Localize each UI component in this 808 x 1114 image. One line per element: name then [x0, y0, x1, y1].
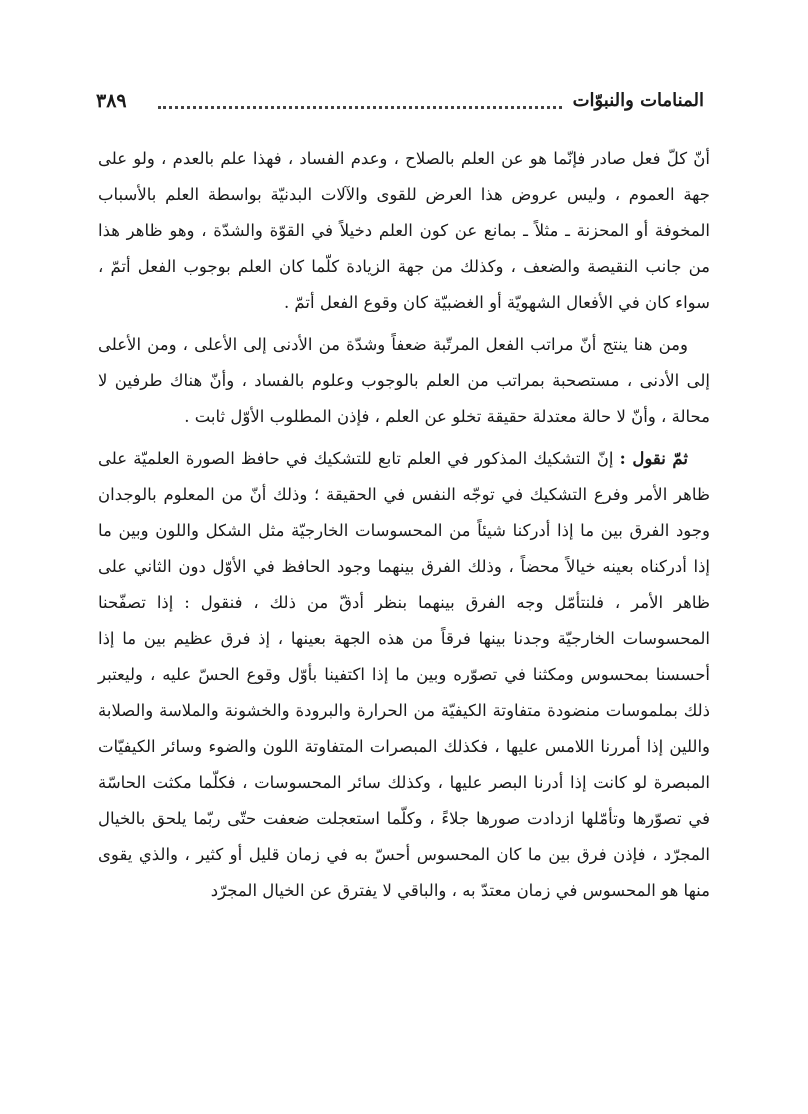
paragraph-1 — [98, 141, 710, 321]
running-header-title: المنامات والنبوّات — [572, 90, 704, 111]
paragraph-2 — [98, 327, 710, 435]
paragraph-3 — [98, 441, 710, 909]
body-text — [98, 141, 710, 915]
paragraph-2-text: ومن هنا ينتج أنّ مراتب الفعل المرتّبة ضعفاً وشدّة من الأدنى إلى الأعلى ، ومن الأعلى إلى الأدنى ، مستصحبة بمراتب من العلم بالوجوب وعلوم بالفساد ، وأنّ هناك طرفين لا محالة ، وأنّ لا حالة معتدلة حقيقة تخلو عن العلم ، فإذن المطلوب الأوّل ثابت . — [98, 335, 710, 426]
paragraph-1-text: أنّ كلّ فعل صادر فإنّما هو عن العلم بالصلاح ، وعدم الفساد ، فهذا علم بالعدم ، ولو على جهة العموم ، وليس عروض هذا العرض للقوى والآلات البدنيّة بواسطة العلم بالأسباب المخوفة أو المحزنة ـ مثلاً ـ بمانع عن كون العلم دخيلاً في القوّة والشدّة ، وهو ظاهر هذا من جانب النقيصة والضعف ، وكذلك من جهة الزيادة كلّما كان العلم بوجوب الفعل أتمّ ، سواء كان في الأفعال الشهويّة أو الغضبيّة كان وقوع الفعل أتمّ . — [98, 149, 710, 312]
paragraph-3-lead-term: ثمّ نقول : — [619, 449, 689, 468]
header-dotted-leader — [158, 106, 562, 109]
page-number: ٣٨٩ — [96, 90, 127, 112]
paragraph-3-text: إنّ التشكيك المذكور في العلم تابع للتشكيك في حافظ الصورة العلميّة على ظاهر الأمر وفرع التشكيك في توجّه النفس في الحقيقة ؛ وذلك أنّ من المعلوم بالوجدان وجود الفرق بين ما إذا أدركنا شيئاً من المحسوسات الخارجيّة مثل الشكل واللون وبين ما إذا أدركناه بعينه خيالاً محضاً ، وذلك الفرق بينهما وجود الحافظ في الأوّل دون الثاني على ظاهر الأمر ، فلنتأمّل وجه الفرق بينهما بنظر أدقّ من ذلك ، فنقول : إذا تصفّحنا المحسوسات الخارجيّة وجدنا بينها فرقاً من هذه الجهة بعينها ، إذ فرق عظيم بين ما إذا أحسسنا بمحسوس ومكثنا في تصوّره وبين ما إذا اكتفينا بأوّل وقوع الحسّ عليه ، وليعتبر ذلك بملموسات منضودة متفاوتة الكيفيّة من الحرارة والبرودة والخشونة والملاسة والصلابة واللين إذا أمررنا اللامس عليها ، فكذلك المبصرات المتفاوتة اللون والضوء وسائر الكيفيّات المبصرة لو كانت إذا أدرنا البصر عليها ، وكذلك سائر المحسوسات ، فكلّما مكثت الحاسّة في تصوّرها وتأمّلها ازدادت صورها جلاءً ، وكلّما استعجلت ضعفت حتّى ربّما يلحق بالخيال المجرّد ، فإذن فرق بين ما كان المحسوس أحسّ به في زمان قليل أو كثير ، والذي يقوى منها هو المحسوس في زمان معتدّ به ، والباقي لا يفترق عن الخيال المجرّد — [98, 449, 710, 900]
running-header — [96, 86, 704, 120]
